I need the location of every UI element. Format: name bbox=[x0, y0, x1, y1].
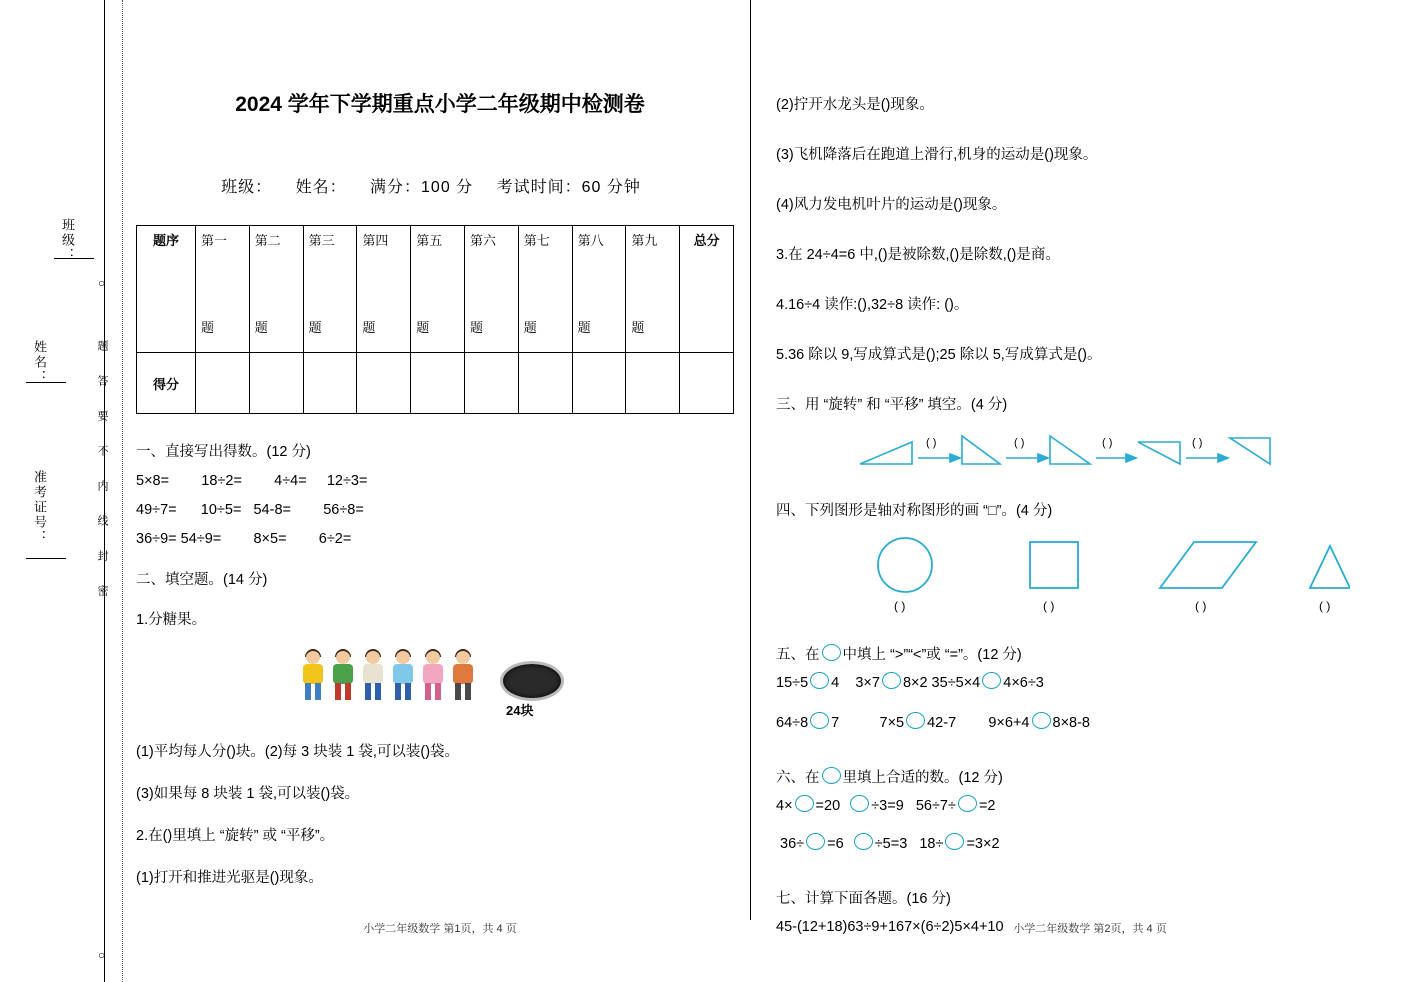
margin-dotted-line bbox=[122, 0, 123, 982]
fill-circle-icon[interactable] bbox=[945, 833, 964, 850]
score-table bbox=[136, 225, 734, 414]
candy-sharing-illustration bbox=[300, 643, 560, 719]
score-cell-1[interactable] bbox=[196, 353, 250, 414]
child-figure bbox=[330, 651, 356, 703]
fill-circle-icon[interactable] bbox=[854, 833, 873, 850]
child-figure bbox=[390, 651, 416, 703]
section-1-row-3: 36÷9= 54÷9= 8×5= 6÷2= bbox=[136, 531, 352, 547]
score-cell-6[interactable] bbox=[464, 353, 518, 414]
svg-text:( ): ( ) bbox=[1195, 598, 1207, 613]
score-table-q7: 第七 题 bbox=[518, 226, 572, 353]
fill-circle-icon bbox=[822, 767, 841, 784]
section-1-row-1: 5×8= 18÷2= 4÷4= 12÷3= bbox=[136, 473, 368, 489]
info-exam-time: 考试时间：60 分钟 bbox=[496, 179, 641, 196]
table-row-header bbox=[137, 226, 734, 353]
score-cell-2[interactable] bbox=[249, 353, 303, 414]
info-name-label: 姓名： bbox=[295, 179, 347, 196]
section-6-title: 六、在 里填上合适的数。(12 分) bbox=[776, 766, 1410, 787]
compare-circle-icon[interactable] bbox=[906, 712, 925, 729]
margin-id-label: 准考证号： bbox=[32, 470, 47, 545]
candy-plate bbox=[500, 661, 564, 701]
compare-circle-icon[interactable] bbox=[1032, 712, 1051, 729]
compare-circle-icon bbox=[822, 644, 841, 661]
column-divider bbox=[750, 0, 751, 920]
child-figure bbox=[300, 651, 326, 703]
score-table-q5: 第五 题 bbox=[411, 226, 465, 353]
svg-text:( ): ( ) bbox=[1192, 436, 1203, 449]
margin-seal-notice: 题 答 要 不 内 线 封 密 bbox=[96, 340, 108, 602]
margin-name-label: 姓名： bbox=[32, 340, 47, 385]
compare-circle-icon[interactable] bbox=[810, 672, 829, 689]
score-table-q1: 第一 题 bbox=[196, 226, 250, 353]
svg-text:( ): ( ) bbox=[1014, 436, 1025, 449]
fill-circle-icon[interactable] bbox=[958, 795, 977, 812]
fill-circle-icon[interactable] bbox=[795, 795, 814, 812]
question-2-2-3: (3)飞机降落后在跑道上滑行,机身的运动是()现象。 bbox=[776, 147, 1098, 164]
section-4-title: 四、下列图形是轴对称图形的画 “□”。(4 分) bbox=[776, 502, 1053, 519]
question-2-1-b: (3)如果每 8 块装 1 袋,可以装()袋。 bbox=[136, 786, 360, 803]
margin-circle-bottom: ○ bbox=[98, 948, 106, 962]
section-7-title: 七、计算下面各题。(16 分) bbox=[776, 890, 951, 907]
binding-margin-strip bbox=[0, 0, 128, 982]
question-2-3: 3.在 24÷4=6 中,()是被除数,()是除数,()是商。 bbox=[776, 247, 1060, 264]
score-table-q8: 第八 题 bbox=[572, 226, 626, 353]
margin-class-rule bbox=[54, 258, 94, 259]
svg-text:( ): ( ) bbox=[894, 598, 906, 613]
score-table-q3: 第三 题 bbox=[303, 226, 357, 353]
child-figure bbox=[360, 651, 386, 703]
table-row-score bbox=[137, 353, 734, 414]
exam-info-line bbox=[130, 174, 750, 197]
score-cell-8[interactable] bbox=[572, 353, 626, 414]
child-figure bbox=[450, 651, 476, 703]
question-2-1-a: (1)平均每人分()块。(2)每 3 块装 1 袋,可以装()袋。 bbox=[136, 744, 460, 761]
section-6-row-2: 36÷ =6 ÷5=3 18÷ =3×2 bbox=[776, 831, 1410, 857]
section-1-title: 一、直接写出得数。(12 分) bbox=[136, 444, 311, 460]
fill-circle-icon[interactable] bbox=[806, 833, 825, 850]
child-figure bbox=[420, 651, 446, 703]
compare-circle-icon[interactable] bbox=[810, 712, 829, 729]
triangle-sequence-svg bbox=[850, 424, 1330, 480]
question-2-2-2: (2)拧开水龙头是()现象。 bbox=[776, 97, 934, 113]
score-cell-5[interactable] bbox=[411, 353, 465, 414]
score-table-q9: 第九 题 bbox=[626, 226, 680, 353]
margin-circle-top: ○ bbox=[98, 276, 106, 290]
score-table-q6: 第六 题 bbox=[464, 226, 518, 353]
info-total-score: 满分：100 分 bbox=[370, 179, 474, 196]
question-2-2-title: 2.在()里填上 “旋转” 或 “平移”。 bbox=[136, 828, 335, 845]
svg-text:( ): ( ) bbox=[1102, 436, 1113, 449]
section-5-row-2: 64÷8 7 7×5 42-7 9×6+4 8×8-8 bbox=[776, 710, 1410, 736]
question-2-2-1: (1)打开和推进光驱是()现象。 bbox=[136, 870, 323, 887]
score-table-q4: 第四 题 bbox=[357, 226, 411, 353]
question-2-4: 4.16÷4 读作:(),32÷8 读作: ()。 bbox=[776, 297, 969, 314]
section-6-row-1: 4× =20 ÷3=9 56÷7÷ =2 bbox=[776, 793, 1410, 819]
score-table-q2: 第二 题 bbox=[249, 226, 303, 353]
info-class-label: 班级： bbox=[221, 179, 273, 196]
svg-text:( ): ( ) bbox=[1319, 598, 1331, 613]
question-2-1-title: 1.分糖果。 bbox=[136, 612, 207, 628]
score-cell-9[interactable] bbox=[626, 353, 680, 414]
margin-name-rule bbox=[26, 382, 66, 383]
margin-id-rule bbox=[26, 558, 66, 559]
section-5-title: 五、在 中填上 “>”“<”或 “=”。(12 分) bbox=[776, 643, 1410, 664]
score-table-total-label: 总分 bbox=[680, 226, 734, 353]
section-5-row-1: 15÷5 4 3×7 8×2 35÷5×4 4×6÷3 bbox=[776, 670, 1410, 696]
page-title: 2024 学年下学期重点小学二年级期中检测卷 bbox=[235, 93, 645, 116]
score-cell-4[interactable] bbox=[357, 353, 411, 414]
compare-circle-icon[interactable] bbox=[982, 672, 1001, 689]
svg-text:( ): ( ) bbox=[926, 436, 937, 449]
section-7-row: 45-(12+18)63÷9+167×(6÷2)5×4+10 bbox=[776, 918, 1004, 935]
score-cell-7[interactable] bbox=[518, 353, 572, 414]
score-table-head-label: 题序 bbox=[137, 226, 196, 353]
score-cell-total[interactable] bbox=[680, 353, 734, 414]
section-3-title: 三、用 “旋转” 和 “平移” 填空。(4 分) bbox=[776, 396, 1008, 413]
question-2-5: 5.36 除以 9,写成算式是();25 除以 5,写成算式是()。 bbox=[776, 347, 1102, 364]
rotation-translation-figure bbox=[770, 424, 1410, 485]
footer-right: 小学二年级数学 第2页，共 4 页 bbox=[1013, 923, 1167, 935]
candy-count-label: 24块 bbox=[506, 703, 534, 719]
svg-text:( ): ( ) bbox=[1043, 598, 1055, 613]
fill-circle-icon[interactable] bbox=[850, 795, 869, 812]
score-cell-3[interactable] bbox=[303, 353, 357, 414]
score-table-score-label: 得分 bbox=[137, 353, 196, 414]
section-2-title: 二、填空题。(14 分) bbox=[136, 572, 268, 588]
question-2-2-4: (4)风力发电机叶片的运动是()现象。 bbox=[776, 197, 1007, 214]
margin-class-label: 班级： bbox=[60, 218, 75, 263]
right-column bbox=[770, 0, 1410, 982]
compare-circle-icon[interactable] bbox=[882, 672, 901, 689]
section-1-row-2: 49÷7= 10÷5= 54-8= 56÷8= bbox=[136, 502, 364, 518]
footer-left: 小学二年级数学 第1页，共 4 页 bbox=[363, 923, 517, 935]
left-column bbox=[130, 0, 750, 982]
symmetry-shapes-figure bbox=[770, 530, 1410, 621]
shapes-svg bbox=[830, 530, 1350, 616]
